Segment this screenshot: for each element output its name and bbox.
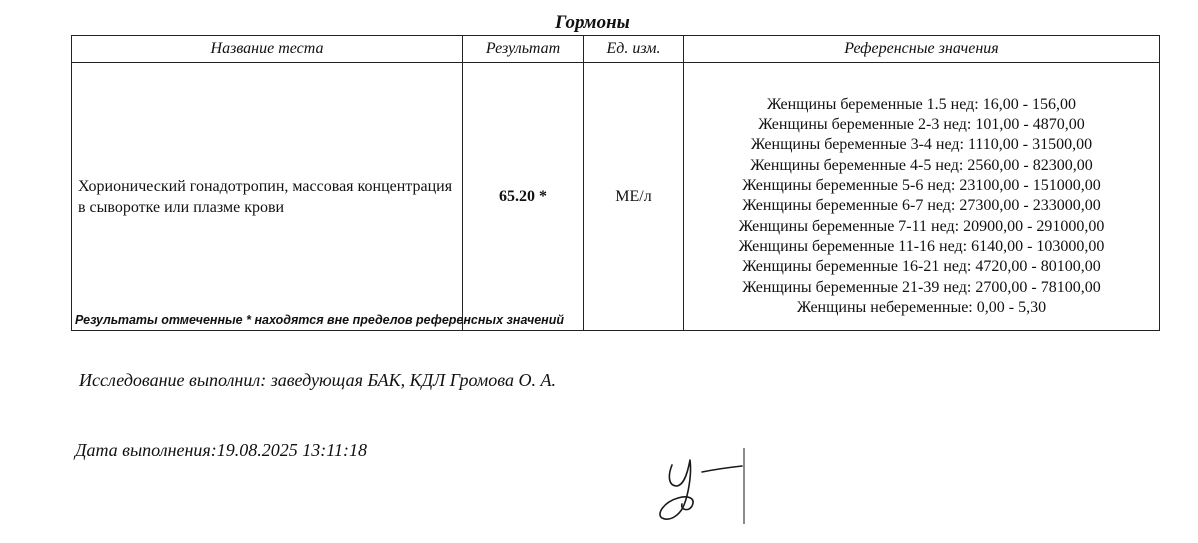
date-line: Дата выполнения:19.08.2025 13:11:18 bbox=[75, 440, 367, 460]
reference-line: Женщины беременные 1.5 нед: 16,00 - 156,00 bbox=[766, 95, 1077, 113]
header-test-name: Название теста bbox=[72, 36, 463, 63]
reference-line: Женщины беременные 11-16 нед: 6140,00 - 103000,00 bbox=[738, 237, 1105, 255]
section-title: Гормоны bbox=[555, 12, 630, 33]
result-value: 65.20 * bbox=[463, 63, 584, 331]
reference-line: Женщины беременные 4-5 нед: 2560,00 - 82300,00 bbox=[750, 156, 1093, 174]
header-unit: Ед. изм. bbox=[584, 36, 684, 63]
results-table bbox=[71, 35, 1160, 331]
reference-line: Женщины беременные 21-39 нед: 2700,00 - 78100,00 bbox=[742, 278, 1101, 296]
reference-line: Женщины беременные 6-7 нед: 27300,00 - 233000,00 bbox=[742, 197, 1101, 215]
reference-line: Женщины беременные 16-21 нед: 4720,00 - 80100,00 bbox=[742, 258, 1101, 276]
performer-line: Исследование выполнил: заведующая БАК, КДЛ Громова О. А. bbox=[79, 370, 556, 390]
table-row bbox=[72, 63, 1160, 331]
test-name-cell: Хорионический гонадотропин, массовая концентрация в сыворотке или плазме крови bbox=[72, 63, 463, 331]
unit-value: МЕ/л bbox=[584, 63, 684, 331]
reference-line: Женщины беременные 2-3 нед: 101,00 - 4870,00 bbox=[758, 116, 1085, 134]
signature-icon bbox=[650, 440, 760, 530]
reference-line: Женщины беременные 7-11 нед: 20900,00 - 291000,00 bbox=[738, 217, 1105, 235]
footnote: Результаты отмеченные * находятся вне пределов референсных значений bbox=[75, 313, 565, 327]
header-result: Результат bbox=[463, 36, 584, 63]
header-reference: Референсные значения bbox=[684, 36, 1160, 63]
table-header-row bbox=[72, 36, 1160, 63]
reference-line: Женщины небеременные: 0,00 - 5,30 bbox=[796, 298, 1047, 316]
reference-line: Женщины беременные 3-4 нед: 1110,00 - 31500,00 bbox=[750, 136, 1093, 154]
reference-line: Женщины беременные 5-6 нед: 23100,00 - 151000,00 bbox=[742, 177, 1101, 195]
reference-values bbox=[684, 63, 1160, 331]
